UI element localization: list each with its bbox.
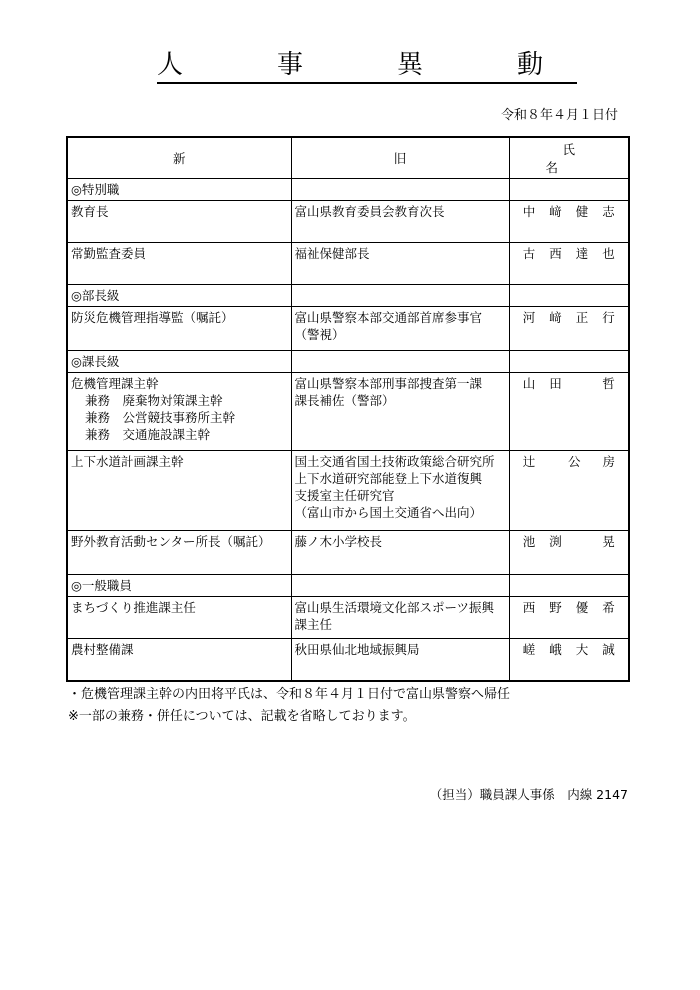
old-position-line: 課長補佐（警部） — [294, 393, 395, 408]
old-position-cell — [291, 531, 509, 575]
old-position-cell — [291, 373, 509, 451]
name-char: 田 — [549, 376, 562, 391]
person-name-cell — [509, 531, 629, 575]
name-char: 晃 — [602, 534, 615, 549]
category-row — [67, 285, 629, 307]
old-position-line: 上下水道研究部能登上下水道復興 — [294, 471, 483, 486]
new-position-cell — [67, 373, 291, 451]
new-position: 野外教育活動センター所長（嘱託） — [71, 534, 271, 549]
old-position-line: 富山県警察本部刑事部捜査第一課 — [294, 376, 483, 391]
new-position-cell — [67, 451, 291, 531]
category-label: ◎課長級 — [67, 351, 291, 373]
personnel-table — [66, 136, 637, 682]
old-position-line: 秋田県仙北地域振興局 — [294, 642, 420, 657]
table-row — [67, 307, 629, 351]
name-char: 達 — [575, 246, 589, 261]
old-position-cell — [291, 307, 509, 351]
old-position-line: 国土交通省国土技術政策総合研究所 — [294, 454, 495, 469]
page-title: 人 事 異 動 — [0, 44, 700, 81]
old-position-cell — [291, 639, 509, 681]
person-name — [513, 599, 626, 616]
name-char: 古 — [522, 246, 536, 261]
name-char: 也 — [602, 246, 615, 261]
concurrent-post: 兼務 交通施設課主幹 — [85, 427, 211, 442]
name-char: 嵯 — [522, 642, 536, 657]
name-char: 誠 — [602, 642, 615, 657]
person-name — [513, 641, 626, 658]
empty-cell — [509, 179, 629, 201]
old-position-cell — [291, 597, 509, 639]
table-row — [67, 597, 629, 639]
name-char: 健 — [575, 204, 589, 219]
person-name-cell — [509, 243, 629, 285]
person-name-cell — [509, 373, 629, 451]
name-char: 公房 — [567, 454, 637, 469]
table-row — [67, 639, 629, 681]
empty-cell — [291, 351, 509, 373]
old-position-line: （警視） — [294, 327, 345, 342]
effective-date: 令和８年４月１日付 — [500, 108, 618, 123]
person-name — [513, 533, 626, 550]
new-position: 農村整備課 — [71, 642, 134, 657]
name-char: 西 — [522, 600, 536, 615]
new-position: 危機管理課主幹 — [71, 376, 159, 391]
old-position-line: 富山県生活環境文化部スポーツ振興 — [294, 600, 495, 615]
name-char: 中 — [522, 204, 536, 219]
category-label: ◎一般職員 — [67, 575, 291, 597]
new-position: 常勤監査委員 — [71, 246, 147, 261]
category-label: ◎部長級 — [67, 285, 291, 307]
new-position-cell — [67, 307, 291, 351]
category-row — [67, 575, 629, 597]
empty-cell — [509, 351, 629, 373]
name-char — [538, 453, 551, 470]
table-row — [67, 201, 629, 243]
old-position-line: 富山県教育委員会教育次長 — [294, 204, 445, 219]
name-char: 優 — [575, 600, 589, 615]
person-name — [513, 309, 626, 326]
old-position-line: 富山県警察本部交通部首席参事官 — [294, 310, 483, 325]
concurrent-post: 兼務 公営競技事務所主幹 — [85, 410, 236, 425]
person-name-cell — [509, 201, 629, 243]
note-omission: ※一部の兼務・併任については、記載を省略しております。 — [68, 709, 416, 724]
name-char: 野 — [549, 600, 562, 615]
person-name-cell — [509, 307, 629, 351]
name-char — [553, 453, 566, 470]
old-position-line: 藤ノ木小学校長 — [294, 534, 383, 549]
empty-cell — [291, 575, 509, 597]
name-char: 大 — [575, 642, 589, 657]
name-char: 峨 — [549, 642, 562, 657]
old-position-line: （富山市から国土交通省へ出向） — [294, 505, 483, 520]
name-char: 﨑 — [549, 204, 562, 219]
name-char: 池 — [522, 534, 536, 549]
old-position-line: 支援室主任研究官 — [294, 488, 395, 503]
header-new: 新 — [67, 137, 291, 179]
new-position-cell — [67, 639, 291, 681]
table-row — [67, 243, 629, 285]
name-char: 志 — [602, 204, 615, 219]
person-name — [513, 375, 626, 392]
table-header-row — [67, 137, 629, 179]
table-row — [67, 451, 629, 531]
empty-cell — [291, 285, 509, 307]
name-char — [576, 533, 589, 550]
header-name: 氏名 — [509, 137, 629, 179]
person-name-cell — [509, 639, 629, 681]
category-row — [67, 351, 629, 373]
name-char: 西 — [549, 246, 562, 261]
old-position-line: 福祉保健部長 — [294, 246, 370, 261]
name-char: 﨑 — [549, 310, 562, 325]
empty-cell — [509, 575, 629, 597]
header-old: 旧 — [291, 137, 509, 179]
name-char: 山 — [522, 376, 536, 391]
name-char: 希 — [602, 600, 615, 615]
new-position: まちづくり推進課主任 — [71, 600, 196, 615]
name-char: 辻 — [522, 454, 536, 469]
old-position-cell — [291, 243, 509, 285]
name-char: 行 — [602, 310, 615, 325]
name-char: 河 — [522, 310, 536, 325]
category-label: ◎特別職 — [67, 179, 291, 201]
table-row — [67, 531, 629, 575]
person-name — [513, 245, 626, 262]
new-position: 防災危機管理指導監（嘱託） — [71, 310, 234, 325]
name-char: 正 — [575, 310, 589, 325]
category-row — [67, 179, 629, 201]
name-char: 渕 — [549, 534, 562, 549]
new-position-cell — [67, 531, 291, 575]
empty-cell — [509, 285, 629, 307]
contact-info: （担当）職員課人事係 内線 2147 — [429, 787, 628, 802]
person-name-cell — [509, 451, 637, 531]
new-position: 教育長 — [71, 204, 109, 219]
person-name-cell — [509, 597, 629, 639]
new-position-cell — [67, 201, 291, 243]
table-body — [67, 179, 637, 681]
notes — [68, 684, 510, 728]
person-name — [513, 453, 637, 470]
old-position-line: 課主任 — [294, 617, 333, 632]
new-position-cell — [67, 243, 291, 285]
note-return: ・危機管理課主幹の内田将平氏は、令和８年４月１日付で富山県警察へ帰任 — [68, 687, 511, 702]
person-name — [513, 203, 626, 220]
old-position-cell — [291, 201, 509, 243]
new-position: 上下水道計画課主幹 — [71, 454, 184, 469]
old-position-cell — [291, 451, 509, 531]
new-position-cell — [67, 597, 291, 639]
empty-cell — [291, 179, 509, 201]
table-row — [67, 373, 629, 451]
name-char — [576, 375, 589, 392]
name-char: 哲 — [602, 376, 615, 391]
concurrent-post: 兼務 廃棄物対策課主幹 — [85, 393, 223, 408]
